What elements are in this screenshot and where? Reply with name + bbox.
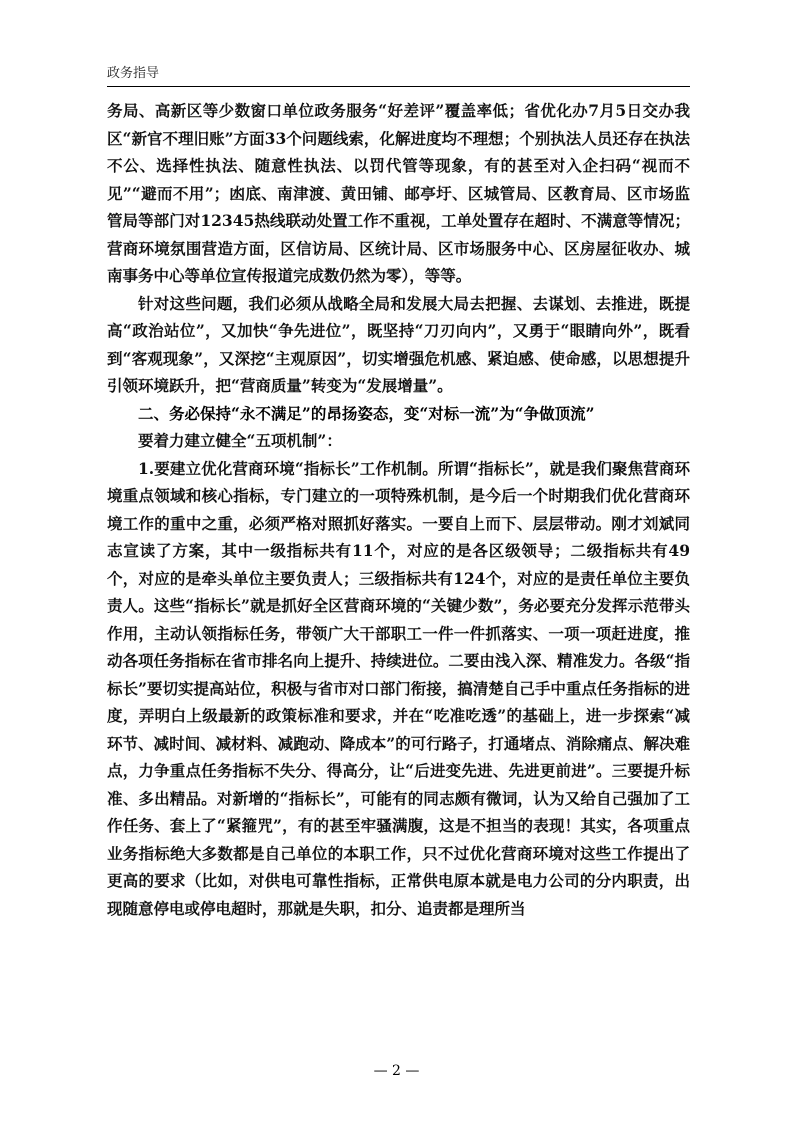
page-header bbox=[107, 66, 690, 87]
document-body bbox=[107, 97, 690, 922]
paragraph-1: 务局、高新区等少数窗口单位政务服务“好差评”覆盖率低；省优化办7月5日交办我区“新官不理旧账”方面33个问题线索，化解进度均不理想；个别执法人员还存在执法不公、选择性执法、随意性执法、以罚代管等现象，有的甚至对入企扫码“视而不见”“避而不用”；凼底、南津渡、黄田铺、邮亭圩、区城管局、区教育局、区市场监管局等部门对12345热线联动处置工作不重视，工单处置存在超时、不满意等情况；营商环境氛围营造方面，区信访局、区统计局、区市场服务中心、区房屋征收办、城南事务中心等单位宣传报道完成数仍然为零），等等。 bbox=[107, 101, 690, 285]
section-heading: 二、务必保持“永不满足”的昂扬姿态，变“对标一流”为“争做顶流” bbox=[138, 403, 595, 423]
paragraph-2: 针对这些问题，我们必须从战略全局和发展大局去把握、去谋划、去推进，既提高“政治站位”，又加快“争先进位”，既坚持“刀刃向内”，又勇于“眼睛向外”，既看到“客观现象”，又深挖“主观原因”，切实增强危机感、紧迫感、使命感，以思想提升引领环境跃升，把“营商质量”转变为“发展增量”。 bbox=[107, 293, 690, 395]
header-title: 政务指导 bbox=[107, 66, 160, 81]
page-number: — 2 — bbox=[373, 1063, 420, 1079]
paragraph-4: 1.要建立优化营商环境“指标长”工作机制。所谓“指标长”，就是我们聚焦营商环境重点领域和核心指标，专门建立的一项特殊机制，是今后一个时期我们优化营商环境工作的重中之重，必须严格对照抓好落实。一要自上而下、层层带动。刚才刘斌同志宣读了方案，其中一级指标共有11个，对应的是各区级领导；二级指标共有49个，对应的是牵头单位主要负责人；三级指标共有124个，对应的是责任单位主要负责人。这些“指标长”就是抓好全区营商环境的“关键少数”，务必要充分发挥示范带头作用，主动认领指标任务，带领广大干部职工一件一件抓落实、一项一项赶进度，推动各项任务指标在省市排名向上提升、持续进位。二要由浅入深、精准发力。各级“指标长”要切实提高站位，积极与省市对口部门衔接，搞清楚自己手中重点任务指标的进度，弄明白上级最新的政策标准和要求，并在“吃准吃透”的基础上，进一步探索“减环节、减时间、减材料、减跑动、降成本”的可行路子，打通堵点、消除痛点、解决难点，力争重点任务指标不失分、得高分，让“后进变先进、先进更前进”。三要提升标准、多出精品。对新增的“指标长”，可能有的同志颇有微词，认为又给自己强加了工作任务、套上了“紧箍咒”，有的甚至牢骚满腹，这是不担当的表现！其实，各项重点业务指标绝大多数都是自己单位的本职工作，只不过优化营商环境对这些工作提出了更高的要求（比如，对供电可靠性指标，正常供电原本就是电力公司的分内职责，出现随意停电或停电超时，那就是失职，扣分、追责都是理所当 bbox=[107, 458, 690, 918]
paragraph-3: 要着力建立健全“五项机制”： bbox=[138, 431, 342, 450]
